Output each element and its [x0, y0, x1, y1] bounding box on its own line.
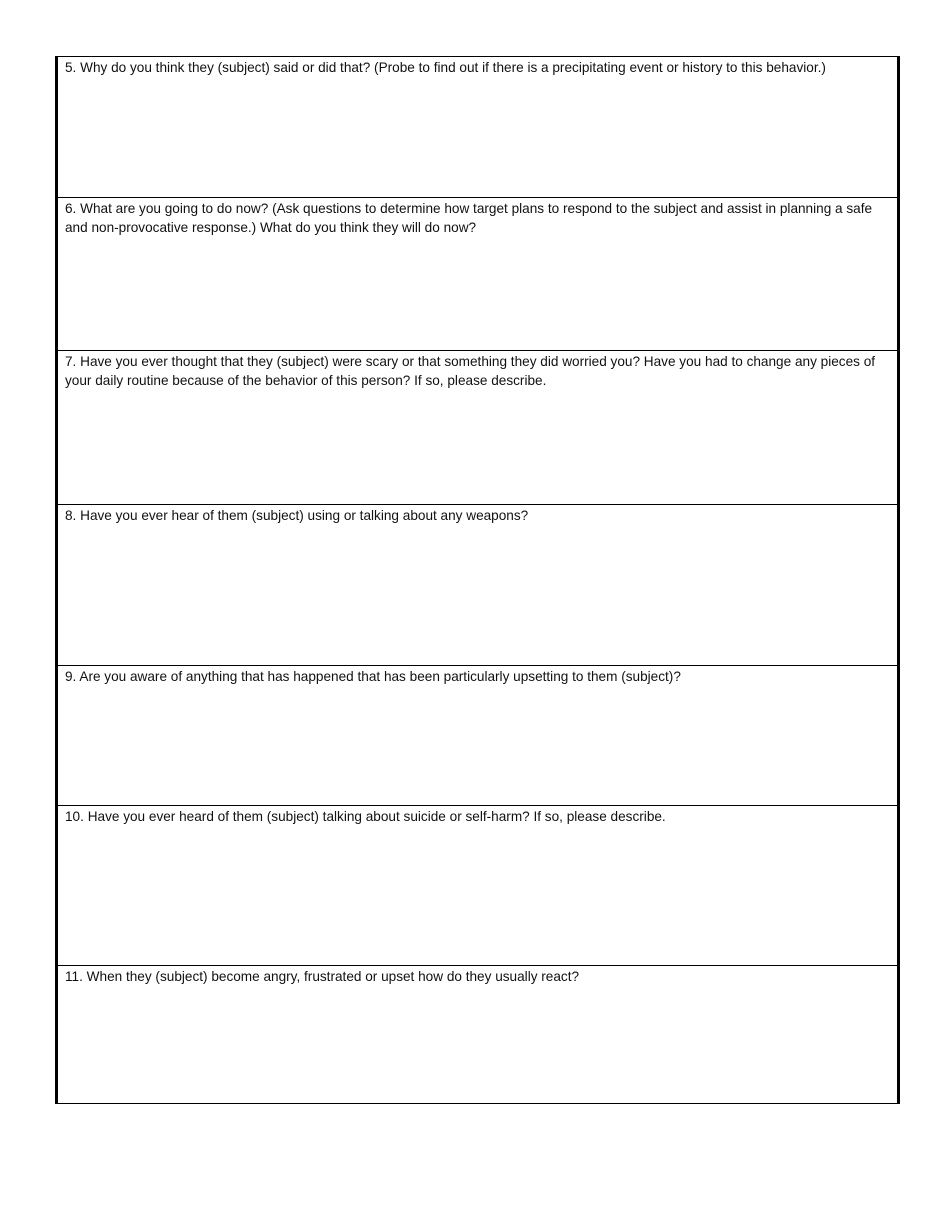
question-text: Are you aware of anything that has happened that has been particularly upsetting to them (subject)?: [79, 669, 681, 684]
answer-area-6[interactable]: [58, 240, 897, 350]
question-text: Have you ever heard of them (subject) talking about suicide or self-harm? If so, please describe.: [87, 809, 666, 824]
question-row-8: [58, 505, 897, 666]
question-row-7: [58, 351, 897, 505]
question-number: 11.: [65, 969, 83, 984]
question-row-9: [58, 666, 897, 806]
answer-area-9[interactable]: [58, 688, 897, 805]
question-number: 9.: [65, 669, 77, 684]
question-number: 10.: [65, 809, 84, 824]
question-text: When they (subject) become angry, frustrated or upset how do they usually react?: [86, 969, 580, 984]
question-number: 8.: [65, 508, 77, 523]
question-number: 7.: [65, 354, 77, 369]
answer-area-5[interactable]: [58, 79, 897, 197]
question-text: Have you ever thought that they (subject) were scary or that something they did worried you? Have you had to change any pieces of your daily routine because of the behavior of this person? If so, please describe.: [65, 354, 876, 388]
question-row-5: [58, 57, 897, 198]
question-row-10: [58, 806, 897, 966]
answer-area-7[interactable]: [58, 393, 897, 504]
answer-area-8[interactable]: [58, 527, 897, 665]
question-number: 6.: [65, 201, 77, 216]
question-number: 5.: [65, 60, 77, 75]
question-text: What are you going to do now? (Ask questions to determine how target plans to respond to the subject and assist in planning a safe and non-provocative response.) What do you think they will do now?: [65, 201, 873, 235]
question-row-6: [58, 198, 897, 351]
question-text: Why do you think they (subject) said or did that? (Probe to find out if there is a precipitating event or history to this behavior.): [80, 60, 826, 75]
question-row-11: [58, 966, 897, 1103]
questionnaire-table: [55, 56, 900, 1104]
answer-area-10[interactable]: [58, 828, 897, 965]
answer-area-11[interactable]: [58, 988, 897, 1103]
question-text: Have you ever hear of them (subject) using or talking about any weapons?: [80, 508, 529, 523]
